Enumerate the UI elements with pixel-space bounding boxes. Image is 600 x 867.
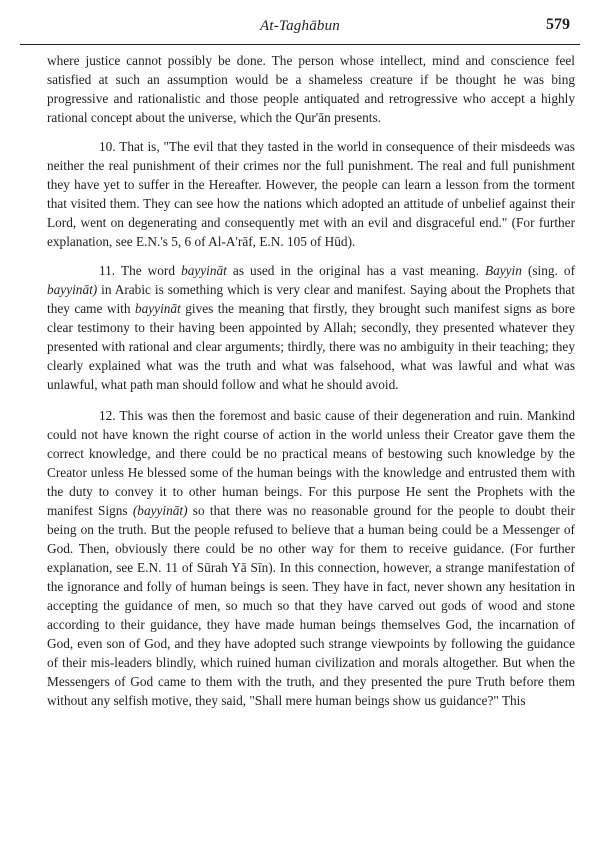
- note-10: [47, 137, 575, 251]
- text-run: gives the meaning that firstly, they brought such manifest signs as bore clear testimony to their having been appointed by Allah; secondly, they presented whatever they presented with rational and clear arguments; thirdly, there was no ambiguity in their teaching; they clearly explained what was the truth and what was falsehood, what was lawful and what was unlawful, what path man should follow and what he should avoid.: [47, 301, 575, 392]
- italic-term: (bayyināt): [132, 503, 188, 518]
- text-run: 10. That is, "The evil that they tasted in the world in consequence of their misdeeds was neither the real punishment of their crimes nor the full punishment. The real and full punishment they have yet to suffer in the Hereafter. However, the people can learn a lesson from the torment that visited them. They can see how the nations which adopted an attitude of unbelief against their Lord, went on degenerating and consequently met with an evil and disgraceful end." (For further explanation, see E.N.'s 5, 6 of Al-A'rāf, E.N. 105 of Hūd).: [47, 139, 575, 249]
- italic-term: bayyināt: [181, 263, 227, 278]
- text-run: in Arabic is something which is very clear and manifest. Saying about the Prophets that they came with: [47, 282, 575, 316]
- header-rule: [20, 44, 580, 45]
- running-title: At-Taghābun: [260, 18, 340, 34]
- text-run: so that there was no reasonable ground for the people to doubt their being on the truth. But the people refused to believe that a human being could be a Messenger of God. Then, obviously there could be no other way for them to receive guidance. (For further explanation, see E.N. 11 of Sūrah Yā Sīn). In this connection, however, a strange manifestation of the ignorance and folly of human beings is seen. They have in fact, never shown any hesitation in accepting the guidance of men, so much so that they have carved out gods of wood and stone according to their guidance, they have made human beings themselves God, the incarnation of God, even son of God, and they have adopted such strange viewpoints by following the guidance of their mis-leaders blindly, which ruined human civilization and morals altogether. But when the Messengers of God came to them with the truth, and they presented the pure Truth before them without any selfish motive, they said, "Shall mere human beings show us guidance?" This: [47, 503, 575, 708]
- note-12: [47, 406, 575, 710]
- italic-term: bayyināt: [134, 301, 181, 316]
- text-run: as used in the original has a vast meaning.: [226, 263, 485, 278]
- note-11: [47, 261, 575, 394]
- italic-term: Bayyin: [484, 263, 522, 278]
- italic-term: bayyināt): [47, 282, 98, 297]
- page-body: [47, 51, 575, 710]
- text-run: 11. The word: [99, 263, 182, 278]
- text-run: 12. This was then the foremost and basic cause of their degeneration and ruin. Mankind could not have known the right course of action in the world unless their Creator gave them the correct knowledge, and there could be no practical means of bestowing such knowledge by the Creator unless He blessed some of the human beings with the knowledge and entrusted them with the duty to convey it to other human beings. For this purpose He sent the Prophets with the manifest Signs: [47, 408, 575, 518]
- text-run: where justice cannot possibly be done. The person whose intellect, mind and conscience feel satisfied at such an assumption would be a shameless creature if be thought he was bing progressive and rationalistic and those people antiquated and retrogressive who accept a highly rational concept about the universe, which the Qur'ān presents.: [47, 53, 575, 125]
- page-header: [0, 12, 600, 38]
- text-run: (sing. of: [521, 263, 575, 278]
- paragraph-continued: [47, 51, 575, 127]
- page-number: 579: [546, 16, 570, 33]
